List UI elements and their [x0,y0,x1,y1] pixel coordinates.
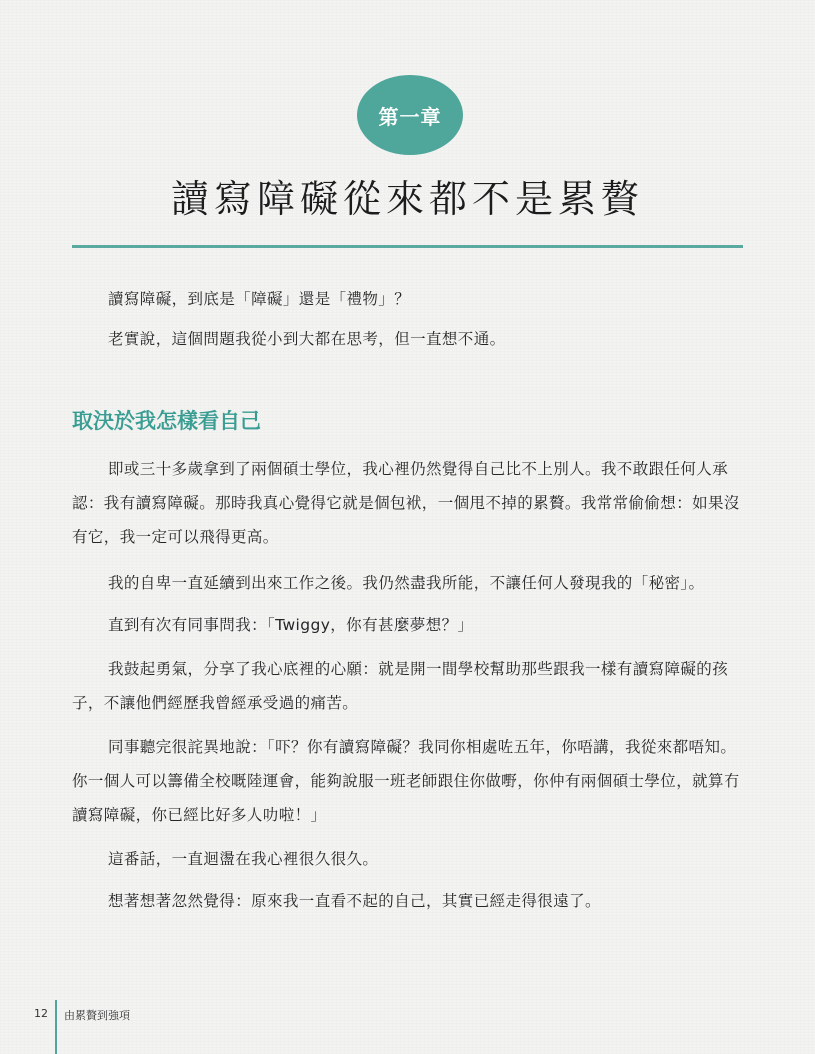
body-paragraph-3: 直到有次有同事問我：「Twiggy，你有甚麼夢想？」 [108,616,474,634]
intro-paragraph-2: 老實說，這個問題我從小到大都在思考，但一直想不通。 [108,330,506,348]
body-paragraph-2: 我的自卑一直延續到出來工作之後。我仍然盡我所能，不讓任何人發現我的「秘密」。 [108,574,705,592]
title-divider [72,245,743,248]
chapter-title: 讀寫障礙從來都不是累贅 [170,177,644,221]
body-paragraph-7: 想著想著忽然覺得：原來我一直看不起的自己，其實已經走得很遠了。 [108,892,601,910]
page-number: 12 [34,1007,48,1020]
body-paragraph-5: 同事聽完很詫異地說：「吓？你有讀寫障礙？我同你相處咗五年，你唔講，我從來都唔知。你一個人可以籌備全校嘅陸運會，能夠說服一班老師跟住你做嘢，你仲有兩個碩士學位，就算冇讀寫障礙，你已經比好多人叻啦！」 [72,738,740,824]
section-heading: 取決於我怎樣看自己 [72,409,261,433]
footer-divider [55,1000,57,1054]
body-paragraph-6: 這番話，一直迴盪在我心裡很久很久。 [108,850,379,868]
body-paragraph-1: 即或三十多歲拿到了兩個碩士學位，我心裡仍然覺得自己比不上別人。我不敢跟任何人承認：我有讀寫障礙。那時我真心覺得它就是個包袱，一個甩不掉的累贅。我常常偷偷想：如果沒有它，我一定可以飛得更高。 [72,460,740,546]
chapter-badge [357,75,463,155]
intro-paragraph-1: 讀寫障礙，到底是「障礙」還是「禮物」？ [108,290,411,308]
chapter-badge-label: 第一章 [378,104,442,129]
running-footer-title: 由累贅到強項 [64,1009,130,1022]
body-paragraph-4: 我鼓起勇氣，分享了我心底裡的心願：就是開一間學校幫助那些跟我一樣有讀寫障礙的孩子，不讓他們經歷我曾經承受過的痛苦。 [72,660,729,712]
